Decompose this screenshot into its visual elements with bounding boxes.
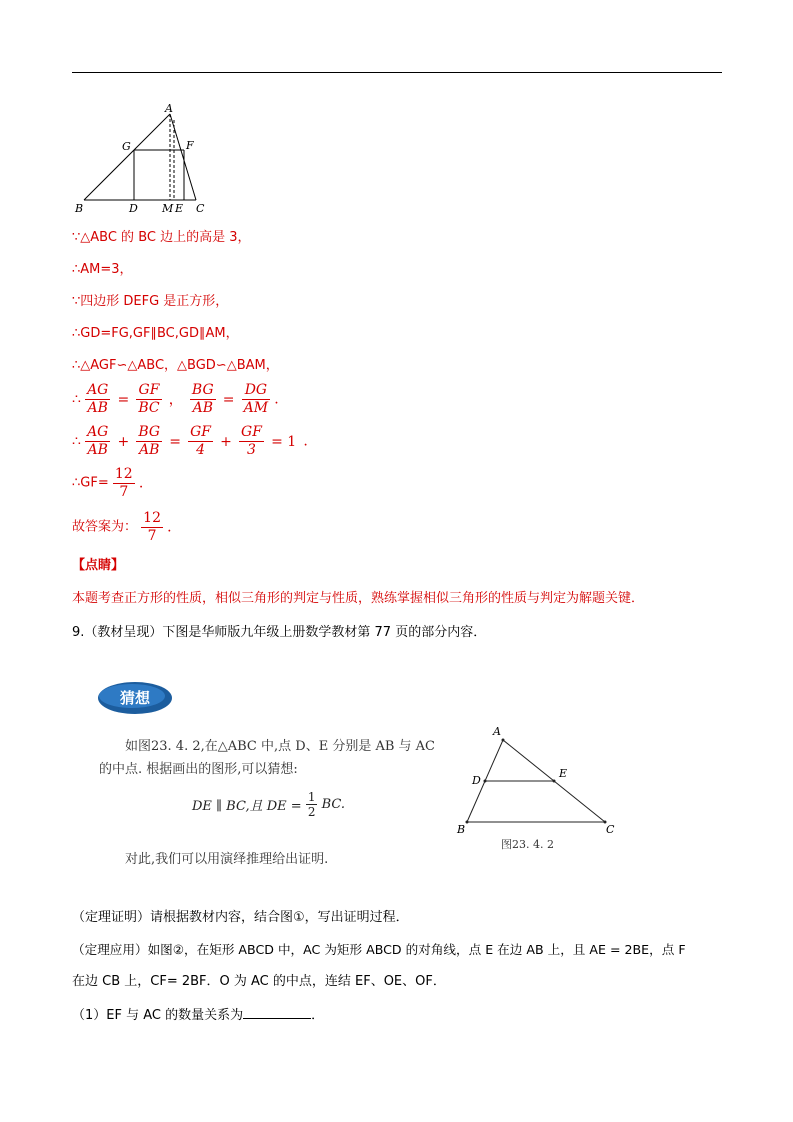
fraction-ag-ab: $\frac{AG}{AB}$ — [87, 382, 109, 416]
label-d: D — [129, 202, 138, 215]
solution-line-1: ∵△ABC 的 BC 边上的高是 3， — [72, 230, 251, 245]
apply-line-2: 在边 CB 上，CF= 2BF．O 为 AC 的中点，连结 EF、OE、OF． — [72, 974, 446, 989]
figure-caption: 图23. 4. 2 — [501, 838, 554, 851]
fraction-bg-ab: $\frac{BG}{AB}$ — [191, 382, 214, 416]
side-ab — [84, 114, 170, 200]
label-c: C — [196, 202, 205, 215]
label-a: A — [165, 102, 173, 115]
label-e: E — [175, 202, 184, 215]
solution-line-7: ∴ $\frac{AG}{AB}$ + $\frac{BG}{AB}$ = $\frac{GF}{4}$ + $\frac{GF}{3}$ = 1 . — [72, 424, 308, 458]
label-g: G — [122, 140, 131, 153]
header-rule — [72, 72, 722, 73]
fraction-gf-bc: $\frac{GF}{BC}$ — [138, 382, 160, 416]
textbook-paragraph-2: 的中点. 根据画出的图形,可以猜想: — [99, 762, 298, 777]
label-m: M — [162, 202, 174, 215]
answer-line: 故答案为： $\frac{12}{7}$ . — [72, 510, 172, 544]
fraction-dg-am: $\frac{DG}{AM}$ — [243, 382, 269, 416]
label-f: F — [186, 139, 194, 152]
solution-line-8: ∴GF= $\frac{12}{7}$ . — [72, 466, 144, 500]
textbook-paragraph-3: 对此,我们可以用演绎推理给出证明. — [125, 852, 329, 867]
solution-line-3: ∵四边形 DEFG 是正方形， — [72, 294, 229, 309]
square-in-triangle-figure — [72, 100, 222, 216]
tip-text: 本题考查正方形的性质，相似三角形的判定与性质，熟练掌握相似三角形的性质与判定为解题关键． — [72, 591, 645, 606]
midline-triangle-figure — [455, 722, 625, 852]
solution-line-2: ∴AM=3， — [72, 262, 133, 277]
solution-line-4: ∴GD=FG,GF∥BC,GD∥AM， — [72, 326, 239, 341]
solution-line-6: ∴ $\frac{AG}{AB}$ = $\frac{GF}{BC}$ ， $\frac{BG}{AB}$ = $\frac{DG}{AM}$ . — [72, 382, 279, 416]
label-a: A — [493, 725, 501, 738]
answer-blank[interactable] — [243, 1006, 311, 1019]
label-d: D — [472, 774, 481, 787]
proof-task: （定理证明）请根据教材内容，结合图①，写出证明过程． — [72, 910, 409, 925]
label-b: B — [457, 823, 466, 836]
tip-heading: 【点睛】 — [72, 558, 125, 573]
label-e: E — [559, 767, 568, 780]
question-9-intro: 9.（教材呈现）下图是华师版九年级上册数学教材第 77 页的部分内容． — [72, 625, 487, 640]
solution-line-5: ∴△AGF∽△ABC，△BGD∽△BAM， — [72, 358, 279, 373]
guess-badge: 猜想 — [96, 680, 174, 716]
label-b: B — [75, 202, 84, 215]
label-c: C — [606, 823, 615, 836]
apply-line-1: （定理应用）如图②，在矩形 ABCD 中，AC 为矩形 ABCD 的对角线，点 E 在边 AB 上，且 AE = 2BE，点 F — [72, 942, 686, 957]
textbook-paragraph-1: 如图23. 4. 2,在△ABC 中,点 D、E 分别是 AB 与 AC — [125, 739, 435, 754]
textbook-formula: DE ∥ BC,且 DE = $\frac{1}{2}$ BC. — [192, 790, 346, 819]
subquestion-1: （1）EF 与 AC 的数量关系为 ． — [72, 1008, 325, 1023]
